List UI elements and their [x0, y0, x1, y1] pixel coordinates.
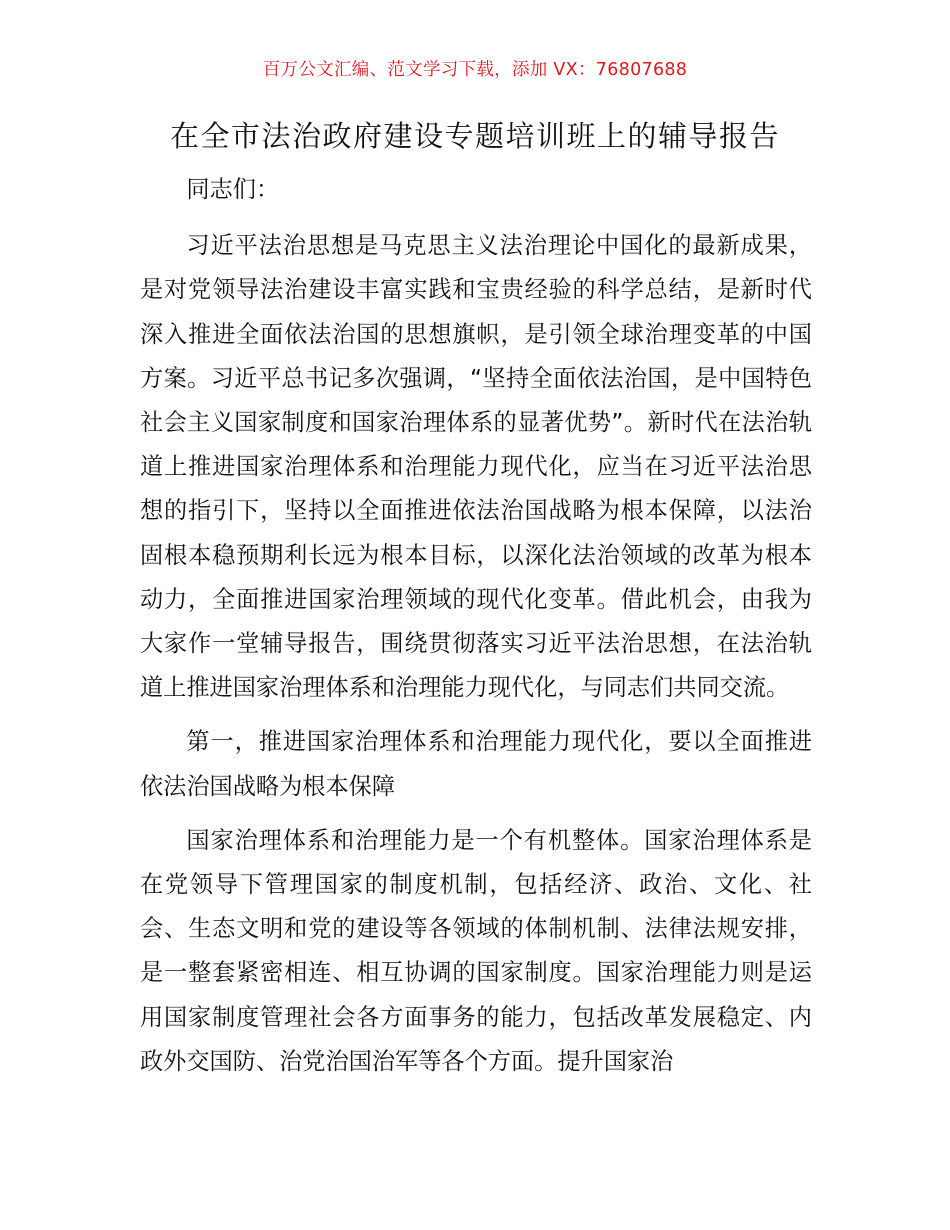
header-watermark-note: 百万公文汇编、范文学习下载，添加 VX：76807688	[262, 60, 688, 80]
document-title: 在全市法治政府建设专题培训班上的辅导报告	[169, 119, 780, 153]
greeting-line: 同志们：	[186, 176, 280, 203]
paragraph-intro: 习近平法治思想是马克思主义法治理论中国化的最新成果，是对党领导法治建设丰富实践和宝贵经验的科学总结，是新时代深入推进全面依法治国的思想旗帜，是引领全球治理变革的中国方案。习近平总书记多次强调，“坚持全面依法治国，是中国特色社会主义国家制度和国家治理体系的显著优势”。新时代在法治轨道上推进国家治理体系和治理能力现代化，应当在习近平法治思想的指引下，坚持以全面推进依法治国战略为根本保障，以法治固根本稳预期利长远为根本目标，以深化法治领域的改革为根本动力，全面推进国家治理领域的现代化变革。借此机会，由我为大家作一堂辅导报告，围绕贯彻落实习近平法治思想，在法治轨道上推进国家治理体系和治理能力现代化，与同志们共同交流。	[140, 232, 812, 702]
document-body	[140, 168, 812, 1084]
section-heading-first: 第一，推进国家治理体系和治理能力现代化，要以全面推进依法治国战略为根本保障	[140, 728, 812, 800]
paragraph-governance: 国家治理体系和治理能力是一个有机整体。国家治理体系是在党领导下管理国家的制度机制，包括经济、政治、文化、社会、生态文明和党的建设等各领域的体制机制、法律法规安排，是一整套紧密相连、相互协调的国家制度。国家治理能力则是运用国家制度管理社会各方面事务的能力，包括改革发展稳定、内政外交国防、治党治国治军等各个方面。提升国家治	[140, 826, 812, 1075]
